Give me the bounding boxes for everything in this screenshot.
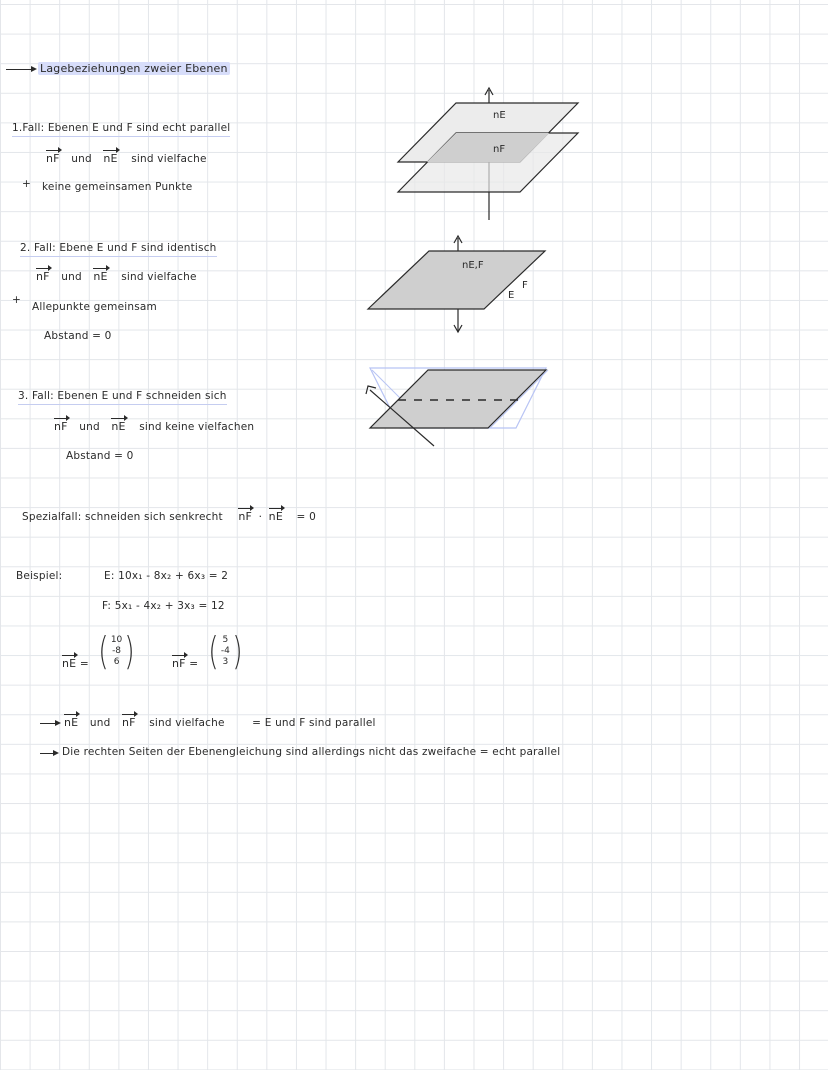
conclusion-mid: und xyxy=(89,717,111,729)
special-eq: = 0 xyxy=(296,511,316,523)
vector-nE: nE xyxy=(103,152,118,165)
example-eqF: F: 5x₁ - 4x₂ + 3x₃ = 12 xyxy=(102,600,225,612)
paren-right: ) xyxy=(124,629,135,673)
vector-nE: nE xyxy=(268,510,283,523)
vector-nF: nF xyxy=(54,420,68,433)
vector-nE: nE xyxy=(64,716,79,729)
vector-nF: nF xyxy=(238,510,253,523)
nE-x: 10 xyxy=(110,634,123,645)
case1-heading: 1.Fall: Ebenen E und F sind echt parallel xyxy=(12,122,230,137)
case2-line1-mid: und xyxy=(61,271,82,283)
paren-right: ) xyxy=(232,629,243,673)
diagram-parallel-planes xyxy=(398,88,578,220)
case2-line3: Abstand = 0 xyxy=(44,330,112,342)
vector-nE: nE xyxy=(93,270,108,283)
case3-heading: 3. Fall: Ebenen E und F schneiden sich xyxy=(18,390,227,405)
conclusion-result: = E und F sind parallel xyxy=(252,717,376,729)
nE-z: 6 xyxy=(113,656,120,667)
vector-nE: nE xyxy=(111,420,126,433)
example-label: Beispiel: xyxy=(16,570,63,582)
special-text: Spezialfall: schneiden sich senkrecht xyxy=(22,511,223,523)
nF-z: 3 xyxy=(222,656,229,667)
diagram-identical-planes xyxy=(368,236,545,332)
diagram-intersecting-planes xyxy=(366,368,548,446)
diagram-label-nE: nE xyxy=(493,110,506,121)
vector-nF: nF xyxy=(46,152,60,165)
case2-line2: Allepunkte gemeinsam xyxy=(32,301,157,313)
nE-y: -8 xyxy=(112,645,122,656)
diagram-label-nF: nF xyxy=(493,144,506,155)
case3-line2: Abstand = 0 xyxy=(66,450,134,462)
case1-line1-mid: und xyxy=(71,153,92,165)
paren-left: ( xyxy=(98,629,109,673)
case1-line1-end: sind vielfache xyxy=(131,153,207,165)
example-eqE: E: 10x₁ - 8x₂ + 6x₃ = 2 xyxy=(104,570,229,582)
diagram-label-nEF: nE,F xyxy=(462,260,484,271)
conclusion-end: sind vielfache xyxy=(149,717,225,729)
case1-plus: + xyxy=(22,178,31,190)
case2-plus: + xyxy=(12,294,21,306)
case1-line2: keine gemeinsamen Punkte xyxy=(42,181,193,193)
conclusion-line2: Die rechten Seiten der Ebenengleichung sind allerdings nicht das zweifache = echt parallel xyxy=(62,746,561,758)
dot-product: · xyxy=(258,511,263,523)
vector-nF: nF xyxy=(122,716,136,729)
case3-line1-end: sind keine vielfachen xyxy=(139,421,255,433)
case2-heading: 2. Fall: Ebene E und F sind identisch xyxy=(20,242,217,257)
diagram-label-F: F xyxy=(522,280,528,291)
nF-x: 5 xyxy=(222,634,229,645)
paren-left: ( xyxy=(208,629,219,673)
case3-line1-mid: und xyxy=(79,421,100,433)
case2-line1-end: sind vielfache xyxy=(121,271,197,283)
arrow-head xyxy=(366,386,376,394)
vector-nF: nF xyxy=(36,270,50,283)
vector-nE: nE xyxy=(62,657,77,670)
nE-label: nE = xyxy=(62,657,89,670)
page-title-text: Lagebeziehungen zweier Ebenen xyxy=(40,62,228,75)
vector-nF: nF xyxy=(172,657,186,670)
nF-y: -4 xyxy=(220,645,230,656)
plane-EF xyxy=(368,251,545,309)
diagram-label-E: E xyxy=(508,290,515,301)
nF-label: nF = xyxy=(172,657,199,670)
